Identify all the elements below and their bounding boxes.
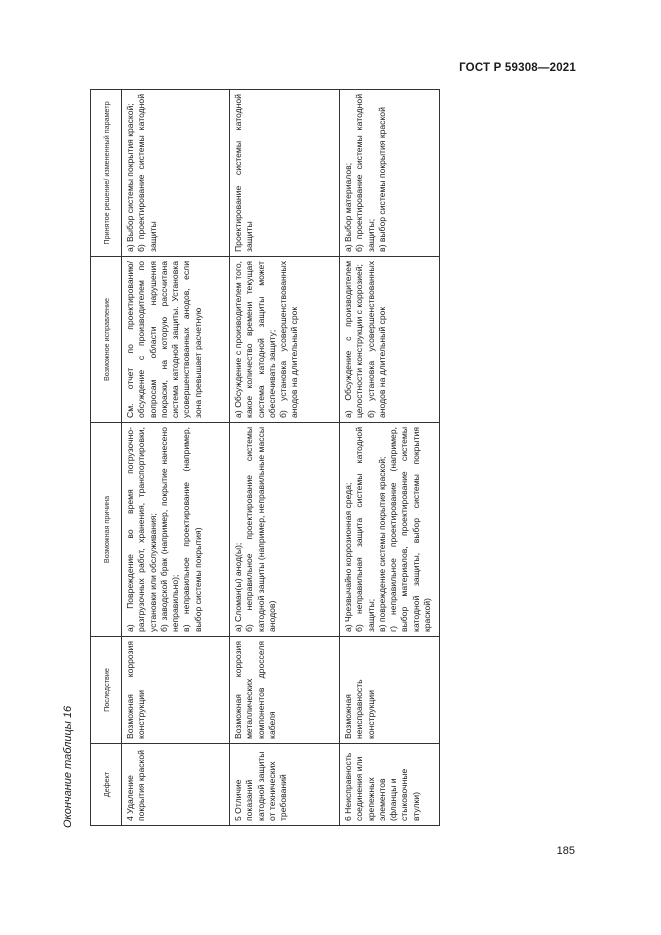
cell-defect: 4 Удаление покрытия краской — [122, 744, 230, 826]
decision-item: б) проектирование системы катодной защиты — [136, 94, 158, 252]
cell-decision — [340, 90, 440, 257]
table-row — [230, 90, 340, 826]
cell-cause — [122, 423, 230, 637]
table-row — [122, 90, 230, 826]
cell-consequence: Возможная коррозия металлических компонентов дросселя кабеля — [230, 637, 340, 744]
decision-item: в) выбор системы покрытия краской — [376, 107, 387, 252]
cell-cause — [340, 423, 440, 637]
cell-cause — [230, 423, 340, 637]
cause-item: а) Повреждение во время погрузочно-разгрузочных работ, хранения, транспортировки, установки или обслуживания; — [125, 427, 158, 632]
cause-item: б) заводской брак (например, покрытие нанесено неправильно); — [158, 427, 181, 632]
cell-decision — [230, 90, 340, 257]
cell-defect: 5 Отличие показаний катодной защиты от технических требований — [230, 744, 340, 826]
cause-item: а) Чрезвычайно коррозионная среда; — [343, 482, 353, 632]
fix-item: б) установка усовершенствованных анодов на длительный срок — [278, 261, 300, 418]
cause-item: б) неправильная защита системы катодной защиты; — [354, 427, 376, 632]
cell-fix — [340, 257, 440, 423]
column-header-cause: Возможная причина — [91, 423, 122, 637]
decision-item: а) Выбор системы покрытия краской; — [125, 103, 135, 252]
cause-item: а) Сломан(ы) анод(ы); — [233, 542, 243, 632]
document-code: ГОСТ Р 59308—2021 — [459, 62, 576, 74]
decision-item: а) Выбор материалов; — [343, 162, 353, 252]
table-header-row — [91, 90, 122, 826]
cell-consequence: Возможная коррозия конструкции — [122, 637, 230, 744]
cell-fix — [230, 257, 340, 423]
cell-defect: 6 Неисправность соединения или крепежных элементов (фланцы и стыковочные втулки) — [340, 744, 440, 826]
fix-item: б) установка усовершенствованных анодов на длительный срок — [365, 261, 387, 418]
cell-decision — [122, 90, 230, 257]
table-row — [340, 90, 440, 826]
column-header-decision: Принятое решение/ измененный параметр — [91, 90, 122, 257]
cell-consequence: Возможная неисправность конструкции — [340, 637, 440, 744]
fix-item: а) Обсуждение с производителем того, какое количество времени текущая система катодной защиты может обеспечивать защиту; — [233, 261, 277, 418]
cause-item: г) неправильное проектирование (например, выбор материалов, проектирование системы катодной защиты, выбор системы покрытия краской) — [388, 427, 433, 632]
cause-item: б) неправильное проектирование системы катодной защиты (например, неправильные массы анодов) — [244, 427, 277, 632]
table-caption: Окончание таблицы 16 — [62, 705, 74, 828]
cell-fix: См. отчет по проектированию/обсуждение с производителем по вопросам области нарушения покраски, на которую рассчитана система катодной защиты. Установка усовершенствованных анодов, если зона превышает расчетную — [122, 257, 230, 423]
page-number: 185 — [556, 845, 575, 857]
column-header-fix: Возможное исправление — [91, 257, 122, 423]
defects-table — [90, 89, 440, 826]
cause-item: в) повреждение системы покрытия краской; — [376, 456, 387, 632]
rotated-table-block — [62, 90, 440, 828]
fix-item: а) Обсуждение с производителем целостности конструкции с коррозией; — [343, 261, 365, 418]
decision-item: б) проектирование системы катодной защиты; — [354, 94, 376, 252]
decision-item: Проектирование системы катодной защиты — [233, 94, 255, 252]
column-header-defect: Дефект — [91, 744, 122, 826]
column-header-consequence: Последствие — [91, 637, 122, 744]
cause-item: в) неправильное проектирование (например, выбор системы покрытия) — [181, 427, 203, 632]
